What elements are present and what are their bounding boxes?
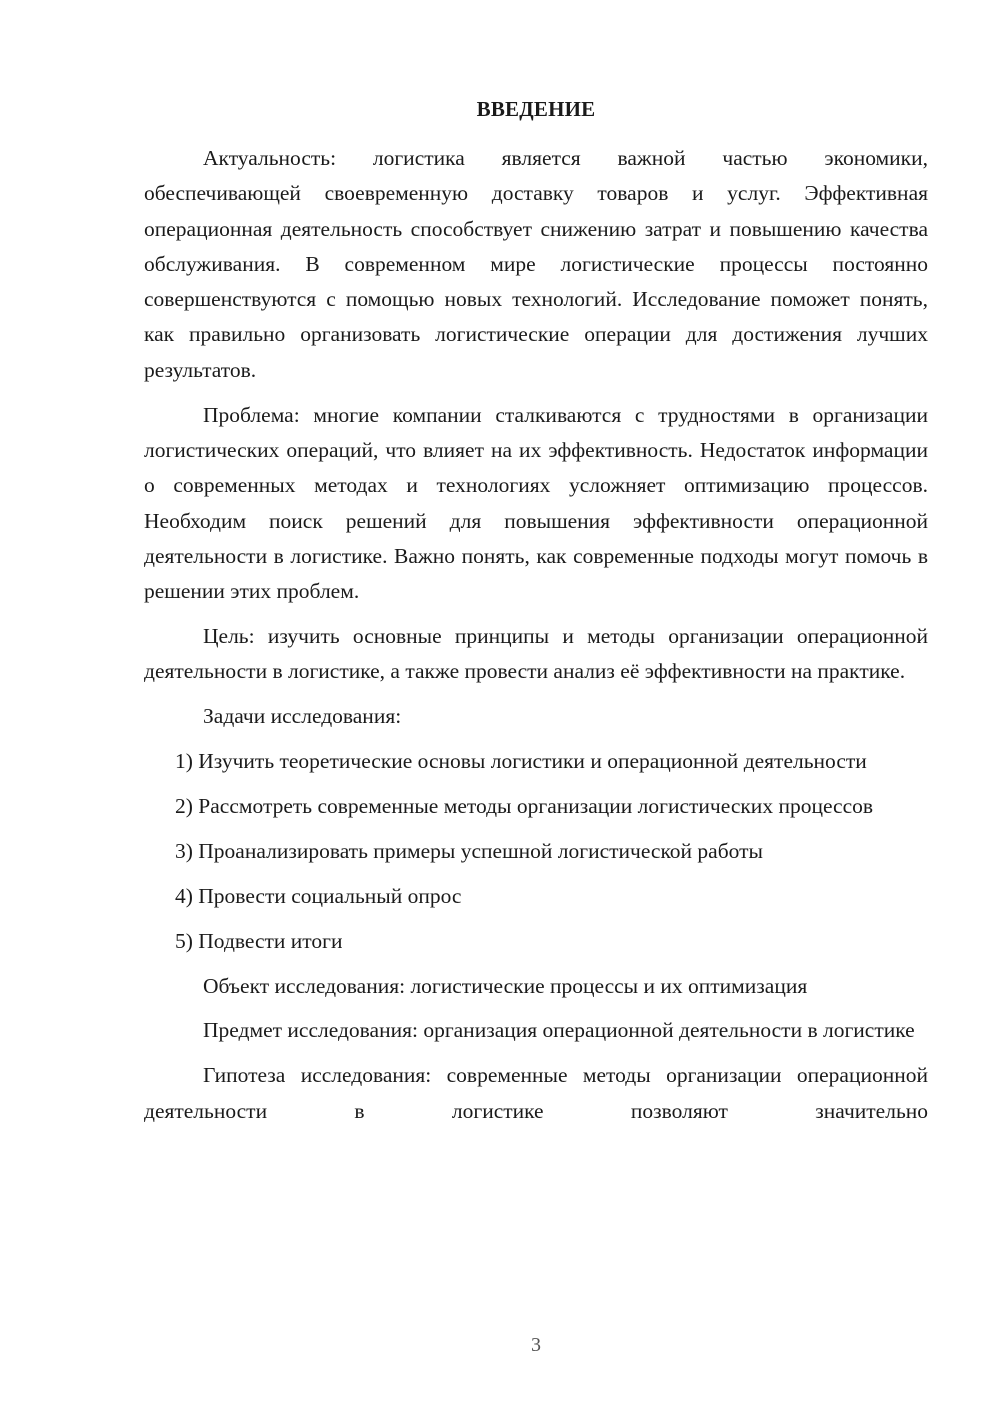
paragraph-tasks-heading: Задачи исследования: (203, 704, 402, 729)
task-item-3: 3) Проанализировать примеры успешной логистической работы (175, 838, 763, 863)
task-item-5: 5) Подвести итоги (175, 928, 343, 953)
section-title: ВВЕДЕНИЕ (476, 97, 596, 121)
page-number: 3 (531, 1334, 541, 1356)
paragraph-subject: Предмет исследования: организация операционной деятельности в логистике (203, 1018, 915, 1043)
document-body (144, 141, 928, 1129)
paragraph-goal: Цель: изучить основные принципы и методы организации операционной деятельности в логистике, а также провести анализ её эффективности на практике. (144, 624, 928, 684)
paragraph-relevance: Актуальность: логистика является важной частью экономики, обеспечивающей своевременную доставку товаров и услуг. Эффективная операционная деятельность способствует снижению затрат и повышению качества обслуживания. В современном мире логистические процессы постоянно совершенствуются с помощью новых технологий. Исследование поможет понять, как правильно организовать логистические операции для достижения лучших результатов. (144, 146, 928, 382)
task-item-4: 4) Провести социальный опрос (175, 883, 462, 908)
paragraph-problem: Проблема: многие компании сталкиваются с трудностями в организации логистических операций, что влияет на их эффективность. Недостаток информации о современных методах и технологиях усложняет оптимизацию процессов. Необходим поиск решений для повышения эффективности операционной деятельности в логистике. Важно понять, как современные подходы могут помочь в решении этих проблем. (144, 402, 928, 604)
paragraph-hypothesis: Гипотеза исследования: современные методы организации операционной деятельности в логистике позволяют значительно (144, 1063, 928, 1123)
task-item-1: 1) Изучить теоретические основы логистики и операционной деятельности (175, 749, 867, 774)
task-item-2: 2) Рассмотреть современные методы организации логистических процессов (175, 794, 874, 819)
paragraph-object: Объект исследования: логистические процессы и их оптимизация (203, 973, 808, 998)
